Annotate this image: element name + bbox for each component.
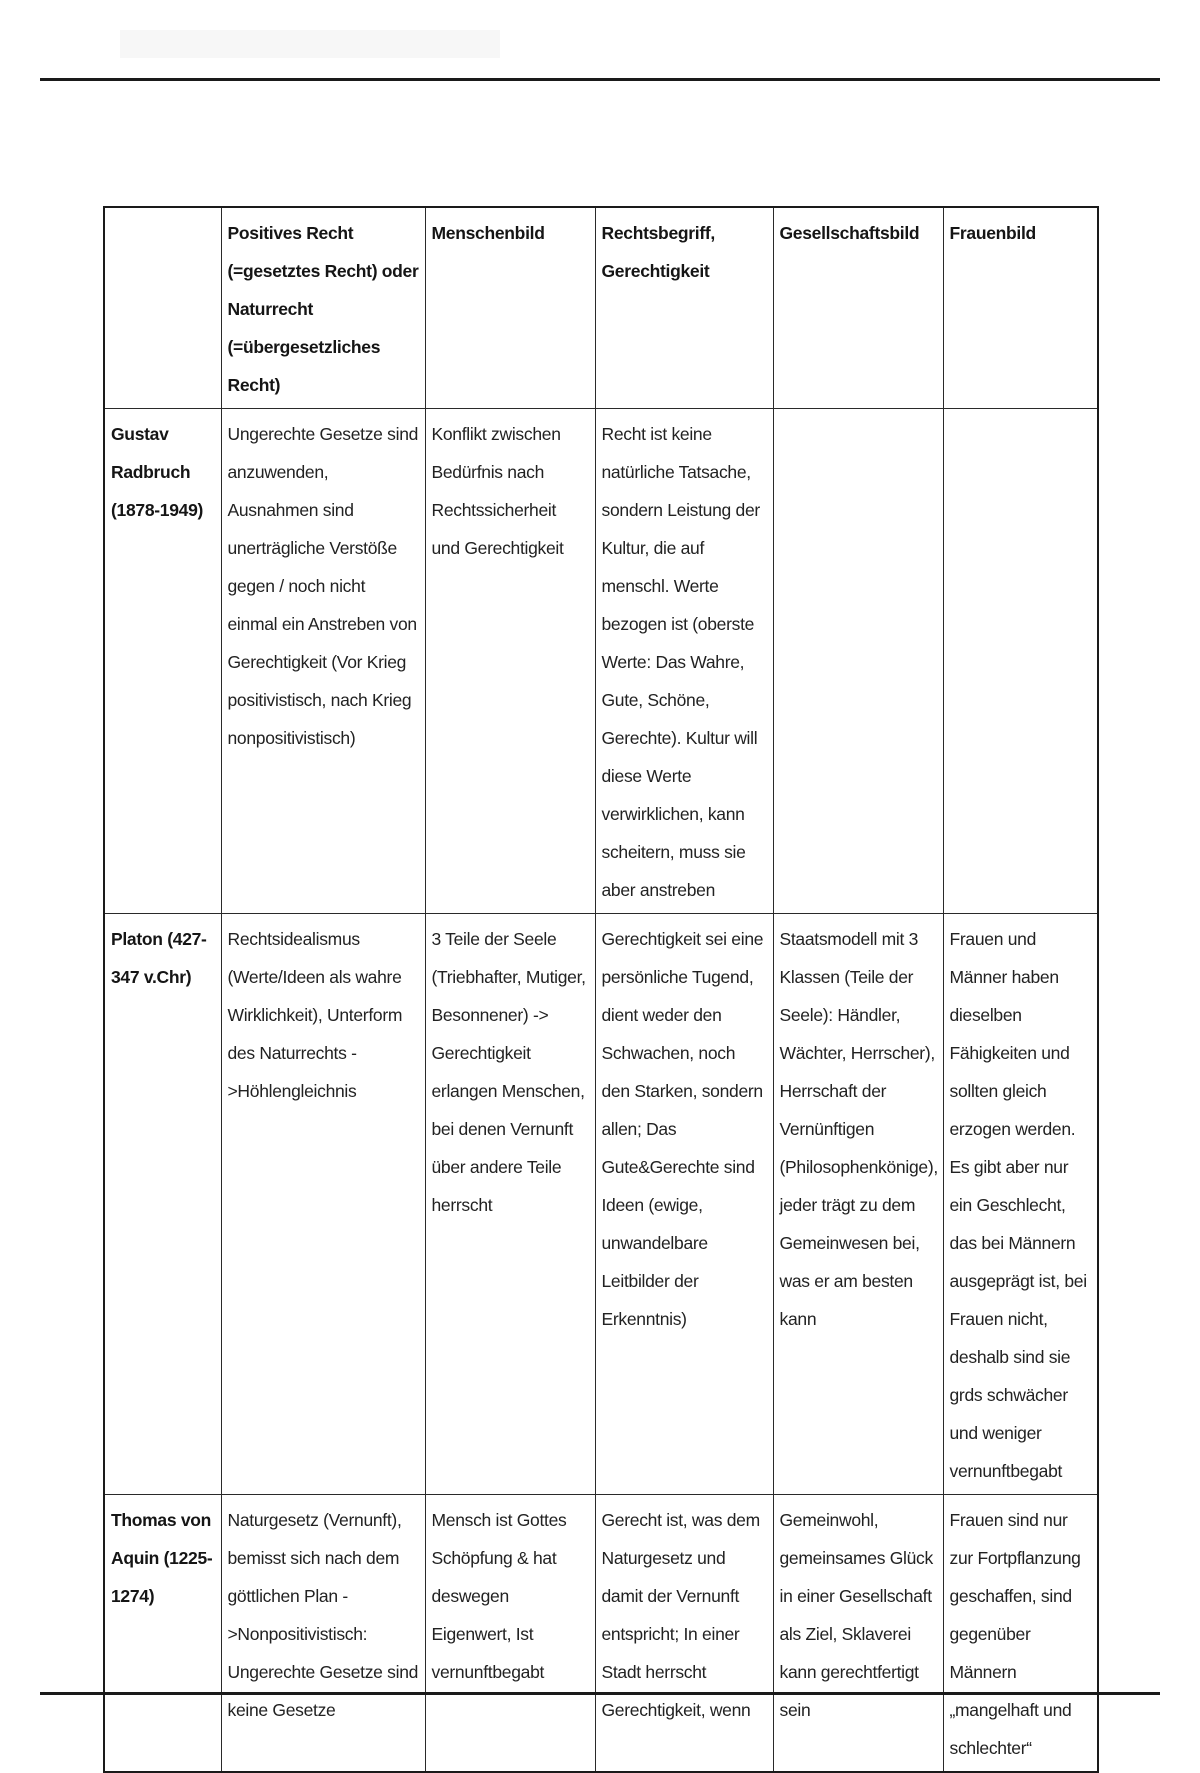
cell-radbruch-gesellschaftsbild <box>773 409 943 914</box>
cell-aquin-frauenbild: Frauen sind nur zur Fortpflanzung geschaffen, sind gegenüber Männern „mangelhaft und schlechter“ <box>943 1495 1098 1773</box>
cell-radbruch-rechtsbegriff: Recht ist keine natürliche Tatsache, sondern Leistung der Kultur, die auf menschl. Werte bezogen ist (oberste Werte: Das Wahre, Gute, Schöne, Gerechte). Kultur will diese Werte verwirklichen, kann scheitern, muss sie aber anstreben <box>595 409 773 914</box>
faded-heading-placeholder <box>120 30 500 58</box>
header-positives-recht: Positives Recht (=gesetztes Recht) oder Naturrecht (=übergesetzliches Recht) <box>221 207 425 409</box>
cell-aquin-rechtsbegriff: Gerecht ist, was dem Naturgesetz und damit der Vernunft entspricht; In einer Stadt herrscht Gerechtigkeit, wenn <box>595 1495 773 1773</box>
cell-radbruch-frauenbild <box>943 409 1098 914</box>
table-row <box>104 1495 1098 1773</box>
header-frauenbild: Frauenbild <box>943 207 1098 409</box>
cell-radbruch-menschenbild: Konflikt zwischen Bedürfnis nach Rechtssicherheit und Gerechtigkeit <box>425 409 595 914</box>
comparison-table-container <box>103 206 1097 1773</box>
cell-platon-positives-recht: Rechtsidealismus (Werte/Ideen als wahre Wirklichkeit), Unterform des Naturrechts ->Höhlengleichnis <box>221 914 425 1495</box>
table-row <box>104 914 1098 1495</box>
row-name-radbruch: Gustav Radbruch (1878-1949) <box>104 409 221 914</box>
table-row <box>104 409 1098 914</box>
cell-platon-frauenbild: Frauen und Männer haben dieselben Fähigkeiten und sollten gleich erzogen werden. Es gibt aber nur ein Geschlecht, das bei Männern ausgeprägt ist, bei Frauen nicht, deshalb sind sie grds schwächer und weniger vernunftbegabt <box>943 914 1098 1495</box>
header-gesellschaftsbild: Gesellschaftsbild <box>773 207 943 409</box>
row-name-aquin: Thomas von Aquin (1225-1274) <box>104 1495 221 1773</box>
comparison-table <box>103 206 1099 1773</box>
cell-platon-rechtsbegriff: Gerechtigkeit sei eine persönliche Tugend, dient weder den Schwachen, noch den Starken, sondern allen; Das Gute&Gerechte sind Ideen (ewige, unwandelbare Leitbilder der Erkenntnis) <box>595 914 773 1495</box>
cell-platon-gesellschaftsbild: Staatsmodell mit 3 Klassen (Teile der Seele): Händler, Wächter, Herrscher), Herrschaft der Vernünftigen (Philosophenkönige), jeder trägt zu dem Gemeinwesen bei, was er am besten kann <box>773 914 943 1495</box>
bottom-rule <box>40 1692 1160 1695</box>
top-rule <box>40 78 1160 81</box>
header-row <box>104 207 1098 409</box>
header-rechtsbegriff: Rechtsbegriff, Gerechtigkeit <box>595 207 773 409</box>
cell-radbruch-positives-recht: Ungerechte Gesetze sind anzuwenden, Ausnahmen sind unerträgliche Verstöße gegen / noch nicht einmal ein Anstreben von Gerechtigkeit (Vor Krieg positivistisch, nach Krieg nonpositivistisch) <box>221 409 425 914</box>
cell-aquin-positives-recht: Naturgesetz (Vernunft), bemisst sich nach dem göttlichen Plan ->Nonpositivistisch: Ungerechte Gesetze sind keine Gesetze <box>221 1495 425 1773</box>
header-menschenbild: Menschenbild <box>425 207 595 409</box>
cell-aquin-menschenbild: Mensch ist Gottes Schöpfung & hat deswegen Eigenwert, Ist vernunftbegabt <box>425 1495 595 1773</box>
cell-aquin-gesellschaftsbild: Gemeinwohl, gemeinsames Glück in einer Gesellschaft als Ziel, Sklaverei kann gerechtfertigt sein <box>773 1495 943 1773</box>
row-name-platon: Platon (427-347 v.Chr) <box>104 914 221 1495</box>
header-corner <box>104 207 221 409</box>
cell-platon-menschenbild: 3 Teile der Seele (Triebhafter, Mutiger, Besonnener) -> Gerechtigkeit erlangen Menschen, bei denen Vernunft über andere Teile herrscht <box>425 914 595 1495</box>
